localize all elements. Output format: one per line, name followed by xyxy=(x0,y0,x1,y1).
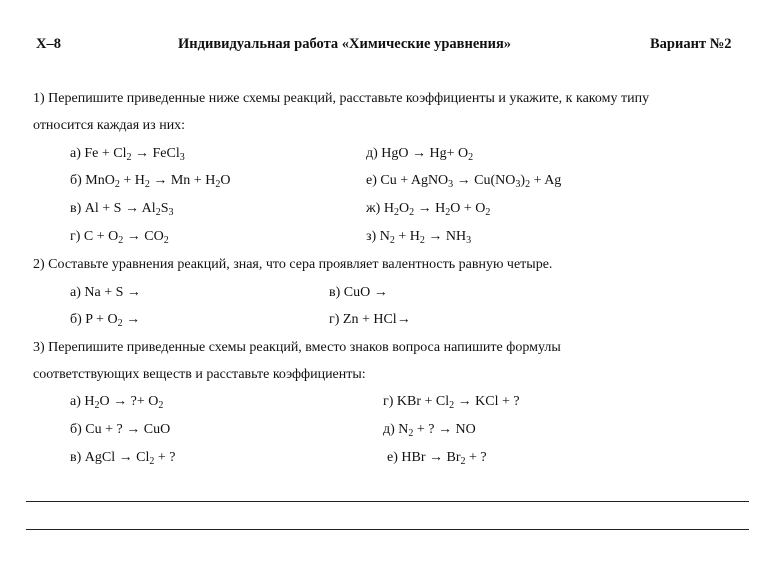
task1-eq-a: а) $Fe + Cl_2$ → FeCl$_3$ xyxy=(70,146,185,163)
task1-eq-v: в) $Al + S \to Al_2S_3$ xyxy=(70,201,174,218)
task1-text-line2: относится каждая из них: xyxy=(33,118,186,133)
task2-eq-b: б) $P + O_2$ → xyxy=(70,312,141,329)
variant-label: Вариант №2 xyxy=(650,36,732,52)
task3-eq-b: б) Cu + ? → CuO xyxy=(70,422,171,437)
task3-eq-e: е) HBr → $Br_2$ + ? xyxy=(387,450,487,467)
task1-eq-d: д) HgO → $Hg+ O_2$ xyxy=(366,146,474,163)
task2-eq-v: в) CuO → xyxy=(329,285,388,300)
task2-eq-g: г) Zn + HCl→ xyxy=(329,312,411,327)
task3-text-line1: 3) Перепишите приведенные схемы реакций, вместо знаков вопроса напишите формулы xyxy=(33,340,561,355)
task1-eq-z: з) $N_2 + H_2 \to NH_3$ xyxy=(366,229,472,246)
task1-eq-zh: ж) $H_2O_2 \to H_2O + O_2$ xyxy=(366,201,491,218)
task3-eq-g: г) KBr + $Cl_2$ → KCl + ? xyxy=(383,394,520,411)
divider-line-top xyxy=(26,501,749,502)
task1-eq-b: б) $MnO_2 + H_2 \to Mn + H_2O$ xyxy=(70,173,231,190)
task2-text: 2) Составьте уравнения реакций, зная, что сера проявляет валентность равную четыре. xyxy=(33,257,553,272)
task1-text-line1: 1) Перепишите приведенные ниже схемы реакций, расставьте коэффициенты и укажите, к какому типу xyxy=(33,91,650,106)
class-label: Х–8 xyxy=(36,36,61,52)
task3-eq-v: в) AgCl → $Cl_2$ + ? xyxy=(70,450,176,467)
task3-eq-a: а) $H_2O$ → ?+ $O_2$ xyxy=(70,394,164,411)
worksheet-title: Индивидуальная работа «Химические уравнения» xyxy=(178,36,512,52)
task1-eq-e: е) Cu + AgNO$_3$ → $Cu(NO_3)_2 + Ag$ xyxy=(366,173,562,190)
task3-text-line2: соответствующих веществ и расставьте коэффициенты: xyxy=(33,367,366,382)
task2-eq-a: а) Na + S → xyxy=(70,285,141,300)
task3-eq-d: д) $N_2$ + ? → NO xyxy=(383,422,476,439)
task1-eq-g: г) $C + O_2 \to CO_2$ xyxy=(70,229,169,246)
divider-line-bottom xyxy=(26,529,749,530)
